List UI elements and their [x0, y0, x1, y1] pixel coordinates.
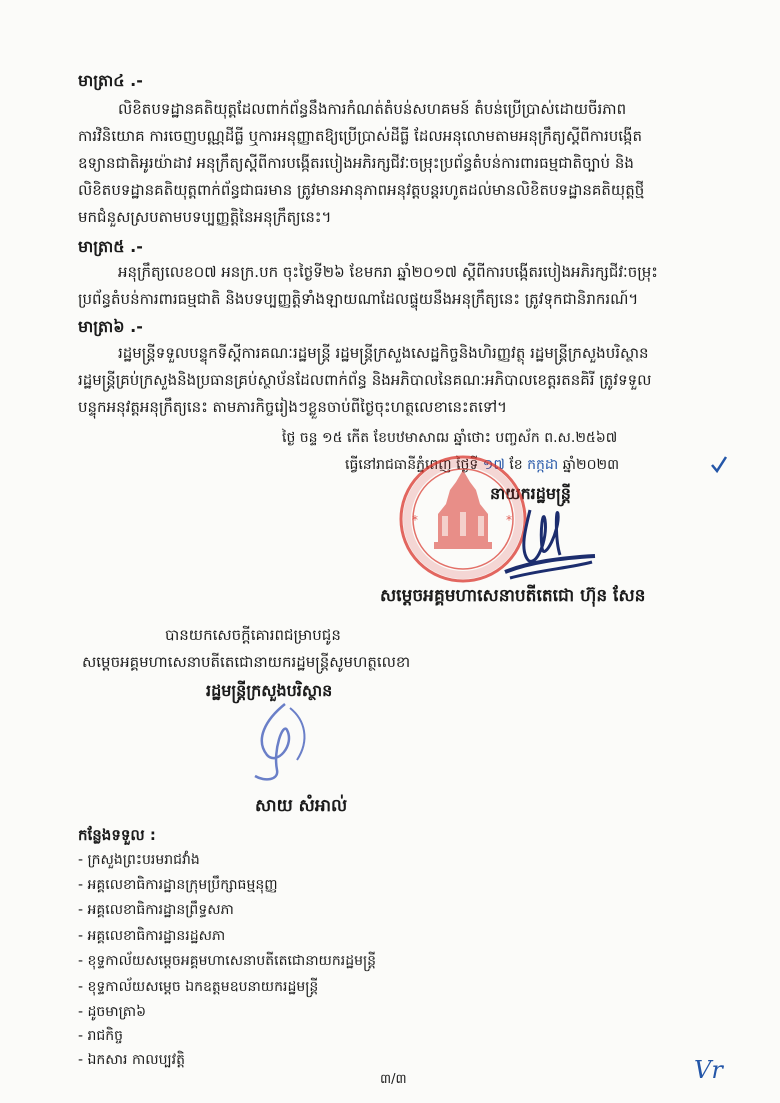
recipient-item: - ក្រសួងព្រះបរមរាជវាំង [78, 852, 200, 868]
recipient-item: - រាជកិច្ច [78, 1028, 124, 1044]
page-number: ៣/៣ [380, 1072, 407, 1087]
article-6-heading: មាត្រា៦ .- [78, 317, 143, 336]
place-date-prefix: ធ្វើនៅរាជធានីភ្នំពេញ ថ្ងៃទី [345, 457, 479, 473]
date-year: ឆ្នាំ២០២៣ [562, 457, 620, 473]
checkmark-icon [710, 455, 728, 473]
article-4-line-4: លិខិតបទដ្ឋានគតិយុត្តពាក់ព័ន្ធជាធរមាន ត្រូវមានអានុភាពអនុវត្តបន្តរហូតដល់មានលិខិតបទដ្ឋានគតិយុត្តថ្មី [78, 181, 645, 199]
pm-name: សម្ដេចអគ្គមហាសេនាបតីតេជោ ហ៊ុន សែន [380, 586, 646, 606]
recipients-heading: កន្លែងទទួល : [78, 826, 156, 844]
article-4-line-3: ឧទ្យានជាតិអូរយ៉ាដាវ អនុក្រឹត្យស្ដីពីការបង្កើតរបៀងអភិរក្សជីវៈចម្រុះប្រព័ន្ធតំបន់ការពារធម្មជាតិច្បាប់ និង [78, 154, 634, 172]
article-6-line-2: រដ្ឋមន្ត្រីគ្រប់ក្រសួងនិងប្រធានគ្រប់ស្ថាប័នដែលពាក់ព័ន្ធ និងអភិបាលនៃគណៈអភិបាលខេត្តរតនគិរី ត្រូវទទួល [78, 371, 652, 389]
date-month: កក្កដា [527, 457, 559, 473]
article-4-line-5: មកជំនួសស្របតាមបទប្បញ្ញត្តិនៃអនុក្រឹត្យនេះ។ [78, 208, 332, 226]
article-5-line-2: ប្រព័ន្ធតំបន់ការពារធម្មជាតិ និងបទប្បញ្ញត្តិទាំងឡាយណាដែលផ្ទុយនឹងអនុក្រឹត្យនេះ ត្រូវទុកជានិរាករណ៍។ [78, 290, 639, 308]
initials-mark: Vr [694, 1056, 723, 1084]
recipient-item: - ខុទ្ទកាល័យសម្ដេច ឯកឧត្តមឧបនាយករដ្ឋមន្ត្រី [78, 979, 319, 995]
date-day: ១៧ [482, 457, 505, 473]
lunar-date-line: ថ្ងៃ ចន្ទ ១៥ កើត ខែបឋមាសាឍ ឆ្នាំថោះ បញ្ចស័ក ព.ស.២៥៦៧ [282, 430, 618, 446]
submission-line-1: បានយកសេចក្ដីគោរពជម្រាបជូន [165, 626, 341, 644]
recipient-item: - អគ្គលេខាធិការដ្ឋានរដ្ឋសភា [78, 928, 226, 944]
pm-title: នាយករដ្ឋមន្ត្រី [490, 484, 571, 503]
article-5-line-1: អនុក្រឹត្យលេខ០៧ អនក្រ.បក ចុះថ្ងៃទី២៦ ខែមករា ឆ្នាំ២០១៧ ស្ដីពីការបង្កើតរបៀងអភិរក្សជីវៈចម្រុះ [118, 263, 658, 281]
article-6-line-3: បន្ទុកអនុវត្តអនុក្រឹត្យនេះ តាមភារកិច្ចរៀងៗខ្លួនចាប់ពីថ្ងៃចុះហត្ថលេខានេះតទៅ។ [78, 398, 508, 416]
article-4-line-1: លិខិតបទដ្ឋានគតិយុត្តដែលពាក់ព័ន្ធនឹងការកំណត់តំបន់សហគមន៍ តំបន់ប្រើប្រាស់ដោយចីរភាព [118, 100, 627, 118]
submission-line-2: សម្ដេចអគ្គមហាសេនាបតីតេជោនាយករដ្ឋមន្ត្រីសូមហត្ថលេខា [82, 653, 411, 671]
article-5-heading: មាត្រា៥ .- [78, 237, 143, 256]
recipient-item: - ខុទ្ទកាល័យសម្ដេចអគ្គមហាសេនាបតីតេជោនាយករដ្ឋមន្ត្រី [78, 953, 377, 969]
svg-text:*: * [506, 513, 512, 527]
recipient-item: - ដូចមាត្រា៦ [78, 1004, 147, 1020]
minister-handwritten-signature [225, 700, 335, 785]
svg-text:*: * [412, 513, 418, 527]
minister-title: រដ្ឋមន្ត្រីក្រសួងបរិស្ថាន [206, 681, 333, 700]
article-4-line-2: ការវិនិយោគ ការចេញបណ្ណដីធ្លី ឬការអនុញ្ញាតឱ្យប្រើប្រាស់ដីធ្លី ដែលអនុលោមតាមអនុក្រឹត្យស្ដីពីការបង្កើត [78, 127, 643, 145]
recipient-item: - អគ្គលេខាធិការដ្ឋានព្រឹទ្ធសភា [78, 902, 234, 918]
recipient-item: - ឯកសារ កាលប្បវត្តិ [78, 1052, 185, 1068]
date-month-prefix: ខែ [509, 457, 523, 473]
article-4-heading: មាត្រា៤ .- [78, 71, 143, 90]
minister-name: សាយ សំអាល់ [255, 796, 348, 816]
recipient-item: - អគ្គលេខាធិការដ្ឋានក្រុមប្រឹក្សាធម្មនុញ្ញ [78, 877, 278, 893]
pm-handwritten-signature [500, 500, 600, 585]
article-6-line-1: រដ្ឋមន្ត្រីទទួលបន្ទុកទីស្ដីការគណៈរដ្ឋមន្ត្រី រដ្ឋមន្ត្រីក្រសួងសេដ្ឋកិច្ចនិងហិរញ្ញវត្ថុ រដ្ឋមន្ត្រីក្រសួងបរិស្ថាន [118, 344, 649, 362]
